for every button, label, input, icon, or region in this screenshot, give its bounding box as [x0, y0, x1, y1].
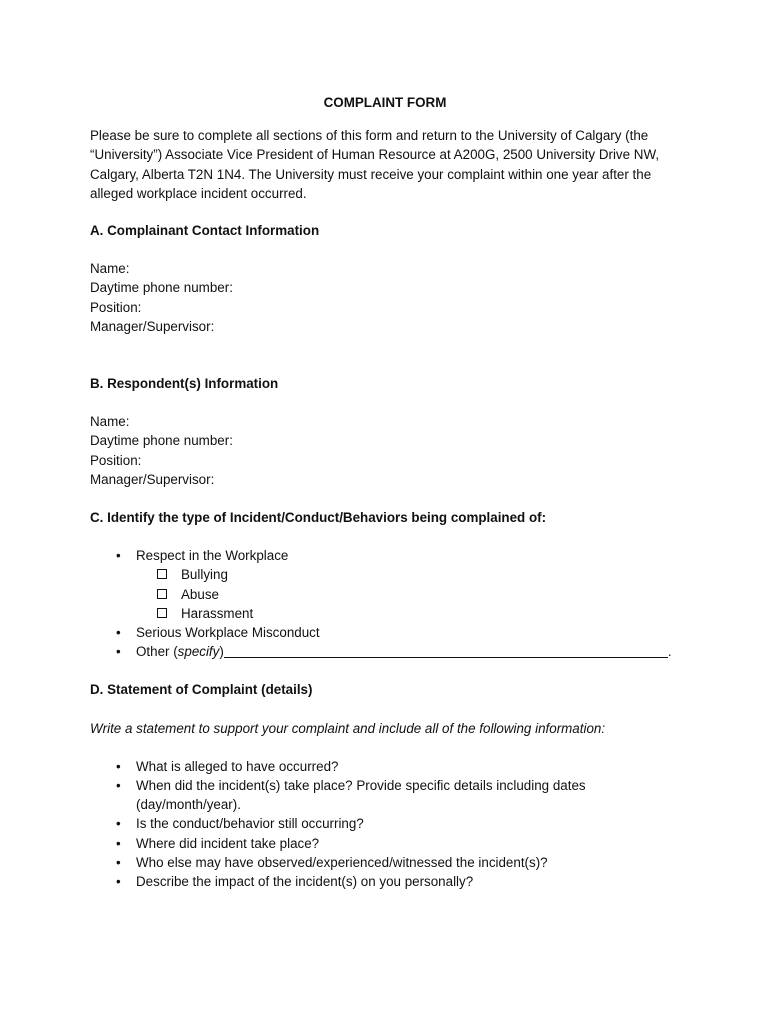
- question-impact: Describe the impact of the incident(s) on you personally?: [136, 874, 474, 890]
- other-line-end: .: [667, 644, 672, 660]
- list-item: [90, 757, 690, 776]
- bullying-checkbox[interactable]: [157, 569, 167, 579]
- list-item: [90, 776, 690, 814]
- form-title: COMPLAINT FORM: [323, 95, 447, 110]
- statement-questions-list: [90, 757, 690, 891]
- list-item: [90, 853, 690, 872]
- incident-type-list-cont: [90, 623, 690, 661]
- statement-instruction: Write a statement to support your complaint and include all of the following information:: [90, 720, 606, 736]
- abuse-option[interactable]: [90, 585, 690, 604]
- other-specify-field[interactable]: [224, 643, 668, 658]
- bullying-label: Bullying: [181, 567, 228, 583]
- bullet-icon: •: [116, 644, 121, 660]
- list-item: [90, 834, 690, 853]
- complainant-position-label: Position:: [90, 299, 142, 315]
- question-when: When did the incident(s) take place? Provide specific details including dates (day/month/year).: [136, 778, 586, 813]
- incident-type-list: [90, 546, 690, 565]
- bullet-icon: •: [116, 854, 121, 870]
- form-intro: Please be sure to complete all sections of this form and return to the University of Calgary (the “University”) Associate Vice President of Human Resource at A200G, 2500 University Drive NW, Calgary, Alberta T2N 1N4. The University must receive your complaint within one year after the alleged workplace incident occurred.: [90, 128, 660, 201]
- list-item: [90, 623, 690, 642]
- respondent-name-label: Name:: [90, 414, 130, 430]
- question-witnesses: Who else may have observed/experienced/witnessed the incident(s)?: [136, 854, 548, 870]
- section-d-heading: D. Statement of Complaint (details): [90, 682, 313, 698]
- question-what: What is alleged to have occurred?: [136, 758, 339, 774]
- harassment-option[interactable]: [90, 604, 690, 623]
- list-item: [90, 546, 690, 565]
- bullet-icon: •: [116, 778, 121, 794]
- complaint-form-page: [90, 93, 690, 891]
- complainant-name-label: Name:: [90, 261, 130, 277]
- question-still-occurring: Is the conduct/behavior still occurring?: [136, 816, 364, 832]
- section-c-heading: C. Identify the type of Incident/Conduct/Behaviors being complained of:: [90, 510, 547, 526]
- bullet-icon: •: [116, 625, 121, 641]
- other-specify-text: specify: [177, 644, 220, 660]
- respondent-manager-label: Manager/Supervisor:: [90, 471, 215, 487]
- list-item: [90, 872, 690, 891]
- question-where: Where did incident take place?: [136, 835, 320, 851]
- bullet-icon: •: [116, 874, 121, 890]
- bullet-icon: •: [116, 835, 121, 851]
- list-item: [90, 642, 690, 661]
- bullet-icon: •: [116, 548, 121, 564]
- abuse-label: Abuse: [181, 586, 219, 602]
- harassment-label: Harassment: [181, 605, 254, 621]
- respondent-phone-label: Daytime phone number:: [90, 433, 233, 449]
- bullying-option[interactable]: [90, 565, 690, 584]
- complainant-manager-label: Manager/Supervisor:: [90, 318, 215, 334]
- bullet-icon: •: [116, 758, 121, 774]
- serious-misconduct-label: Serious Workplace Misconduct: [136, 625, 320, 641]
- other-close-paren: ): [219, 644, 224, 660]
- section-b-fields: [90, 412, 690, 489]
- list-item: [90, 814, 690, 833]
- respondent-position-label: Position:: [90, 452, 142, 468]
- bullet-icon: •: [116, 816, 121, 832]
- abuse-checkbox[interactable]: [157, 589, 167, 599]
- section-a-fields: [90, 259, 690, 336]
- other-label: Other (: [136, 644, 178, 660]
- section-b-heading: B. Respondent(s) Information: [90, 376, 279, 392]
- harassment-checkbox[interactable]: [157, 608, 167, 618]
- respect-workplace-label: Respect in the Workplace: [136, 548, 289, 564]
- section-a-heading: A. Complainant Contact Information: [90, 223, 320, 239]
- complainant-phone-label: Daytime phone number:: [90, 280, 233, 296]
